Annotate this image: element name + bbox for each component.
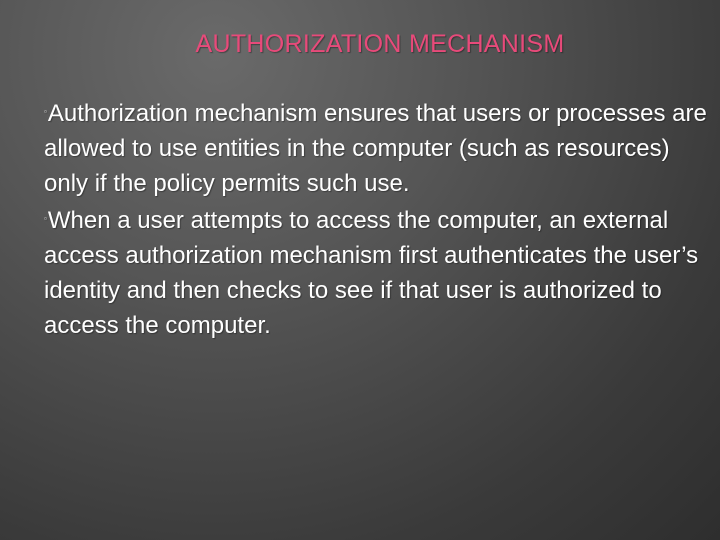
bullet-marker-icon: ▫: [44, 107, 47, 116]
bullet-item-2: [44, 201, 714, 343]
slide-body: [44, 94, 714, 343]
bullet-item-1: [44, 94, 714, 201]
slide-title: AUTHORIZATION MECHANISM: [195, 30, 565, 58]
bullet-text-1: Authorization mechanism ensures that users or processes are allowed to use entities in the computer (such as resources) only if the policy permits such use.: [44, 100, 707, 197]
bullet-marker-icon: ▫: [44, 214, 47, 223]
bullet-text-2: When a user attempts to access the computer, an external access authorization mechanism first authenticates the user’s identity and then checks to see if that user is authorized to access the computer.: [44, 207, 699, 339]
